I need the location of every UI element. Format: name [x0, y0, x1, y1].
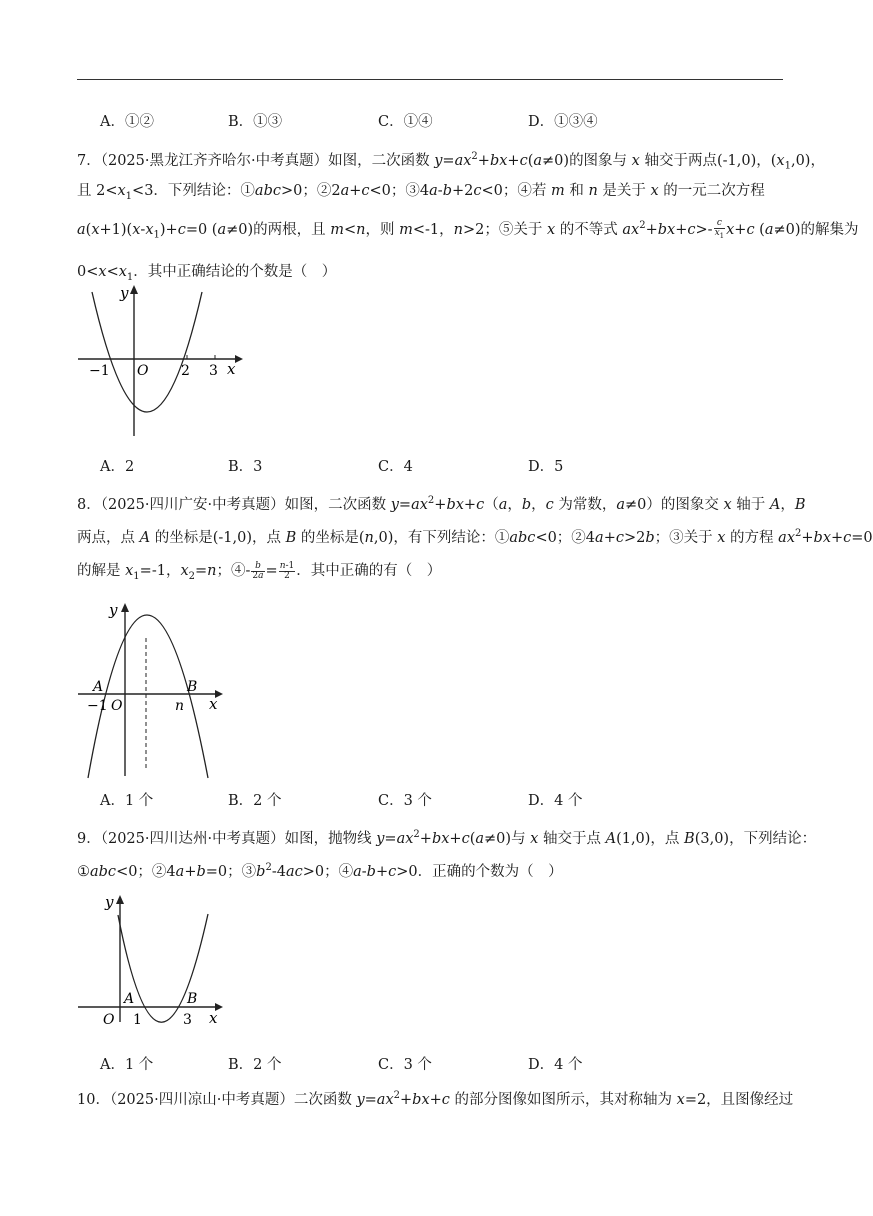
q8-stem-line-3: 的解是 $x_1=-1$，$x_2=n$；④- $\frac{b}{2a}$ = $\frac{n-1}{2}$ ．其中正确的有（ ） — [77, 560, 442, 582]
q9-option-a[interactable]: A．1 个 — [100, 1057, 154, 1073]
origin-label: O — [111, 698, 123, 714]
q7-source: （2025·黑龙江齐齐哈尔·中考真题） — [100, 152, 329, 169]
q8-number: 8． — [77, 496, 101, 513]
label-2: 2 — [181, 363, 190, 379]
origin-label: O — [103, 1012, 115, 1028]
x-axis-label: x — [209, 1009, 218, 1027]
q8-option-b[interactable]: B．2 个 — [228, 793, 282, 809]
q6-option-c[interactable]: C．①④ — [378, 114, 433, 130]
q7-option-b[interactable]: B．3 — [228, 459, 263, 475]
q6-option-d[interactable]: D．①③④ — [528, 114, 598, 130]
q7-stem-line-3: $a(x+1)(x-x_1)+c=0$ (a≠0)的两根，且 m<n，则 m<-1，n>2；⑤关于 x 的不等式 $ax^2+bx+c>-$ $\frac{c}{x_1}$ x+c (a≠0)的解集为 — [77, 217, 859, 241]
header-rule — [77, 79, 783, 80]
point-a-label: A — [124, 991, 135, 1007]
y-axis-label: y — [120, 284, 129, 302]
q7-parabola-graph — [75, 282, 245, 442]
y-axis-label: y — [109, 601, 118, 619]
q8-option-d[interactable]: D．4 个 — [528, 793, 583, 809]
point-b-label: B — [187, 991, 198, 1007]
y-axis-arrow-icon — [116, 895, 124, 904]
q7-options — [100, 455, 700, 475]
q6-option-a[interactable]: A．①② — [100, 114, 154, 130]
label-neg1: −1 — [87, 698, 108, 714]
point-b-label: B — [187, 679, 198, 695]
x-axis-arrow-icon — [235, 355, 243, 363]
q10-source: （2025·四川凉山·中考真题） — [109, 1091, 294, 1108]
fraction-c-over-x1: $\frac{c}{x_1}$ — [714, 217, 725, 240]
q7-stem-line-4: $0<x<x_1$．其中正确结论的个数是（ ） — [77, 264, 337, 283]
q9-stem-line-1: 9．（2025·四川达州·中考真题）如图，抛物线 $y=ax^2+bx+c(a\ne 0)$与 x 轴交于点 A(1,0)，点 B(3,0)，下列结论： — [77, 829, 817, 847]
q8-stem-line-2: 两点，点 A 的坐标是(-1,0)，点 B 的坐标是(n,0)，有下列结论：①abc<0；②4a+c>2b；③关于 x 的方程 $ax^2+bx+c=0$ — [77, 528, 873, 546]
label-3: 3 — [183, 1012, 192, 1028]
x-axis-label: x — [227, 360, 236, 378]
fraction-n-minus-1-over-2: $\frac{n-1}{2}$ — [279, 560, 295, 581]
q7-option-d[interactable]: D．5 — [528, 459, 564, 475]
q8-stem-line-1: 8．（2025·四川广安·中考真题）如图，二次函数 $y=ax^2+bx+c(a$，b，c 为常数，a≠0）的图象交 x 轴于 A，B — [77, 495, 806, 513]
q7-option-c[interactable]: C．4 — [378, 459, 413, 475]
q7-stem-line-1: 7．（2025·黑龙江齐齐哈尔·中考真题）如图，二次函数 $y=ax^2+bx+c(a\ne 0)$的图象与 x 轴交于两点(-1,0)，$(x_1,0)$， — [77, 151, 825, 172]
origin-label: O — [137, 363, 149, 379]
q8-options — [100, 789, 700, 809]
q9-option-d[interactable]: D．4 个 — [528, 1057, 583, 1073]
q7-number: 7． — [77, 152, 101, 169]
q10-number: 10． — [77, 1091, 110, 1108]
q6-option-b[interactable]: B．①③ — [228, 114, 283, 130]
point-n-label: n — [175, 698, 185, 714]
label-3: 3 — [209, 363, 218, 379]
q9-option-c[interactable]: C．3 个 — [378, 1057, 432, 1073]
q10-stem-line-1: 10．（2025·四川凉山·中考真题）二次函数 $y=ax^2+bx+c$ 的部分图像如图所示，其对称轴为 x=2，且图像经过 — [77, 1090, 794, 1108]
label-1: 1 — [133, 1012, 142, 1028]
q9-number: 9． — [77, 830, 101, 847]
q7-stem-line-2: 且 $2<x_1<3$．下列结论：①abc>0；②2a+c<0；③4a-b+2c<0；④若 m 和 n 是关于 x 的一元二次方程 — [77, 183, 765, 202]
fraction-b-over-2a: $\frac{b}{2a}$ — [252, 560, 264, 581]
parabola-curve — [88, 615, 208, 778]
y-axis-arrow-icon — [130, 285, 138, 294]
point-a-label: A — [93, 679, 104, 695]
x-axis-label: x — [209, 695, 218, 713]
q6-options — [100, 110, 700, 130]
parabola-curve — [92, 292, 202, 412]
q8-source: （2025·四川广安·中考真题） — [100, 496, 285, 513]
q8-option-c[interactable]: C．3 个 — [378, 793, 432, 809]
q9-option-b[interactable]: B．2 个 — [228, 1057, 282, 1073]
y-axis-label: y — [105, 893, 114, 911]
q9-options — [100, 1053, 700, 1073]
q7-option-a[interactable]: A．2 — [100, 459, 135, 475]
y-axis-arrow-icon — [121, 603, 129, 612]
label-neg1: −1 — [89, 363, 110, 379]
q8-parabola-graph — [75, 598, 225, 780]
q8-option-a[interactable]: A．1 个 — [100, 793, 154, 809]
q9-source: （2025·四川达州·中考真题） — [100, 830, 285, 847]
q9-stem-line-2: ①abc<0；②4a+b=0；$③b^2-4ac>0$；④a-b+c>0．正确的个数为（ ） — [77, 862, 563, 880]
q9-parabola-graph — [75, 890, 225, 1032]
